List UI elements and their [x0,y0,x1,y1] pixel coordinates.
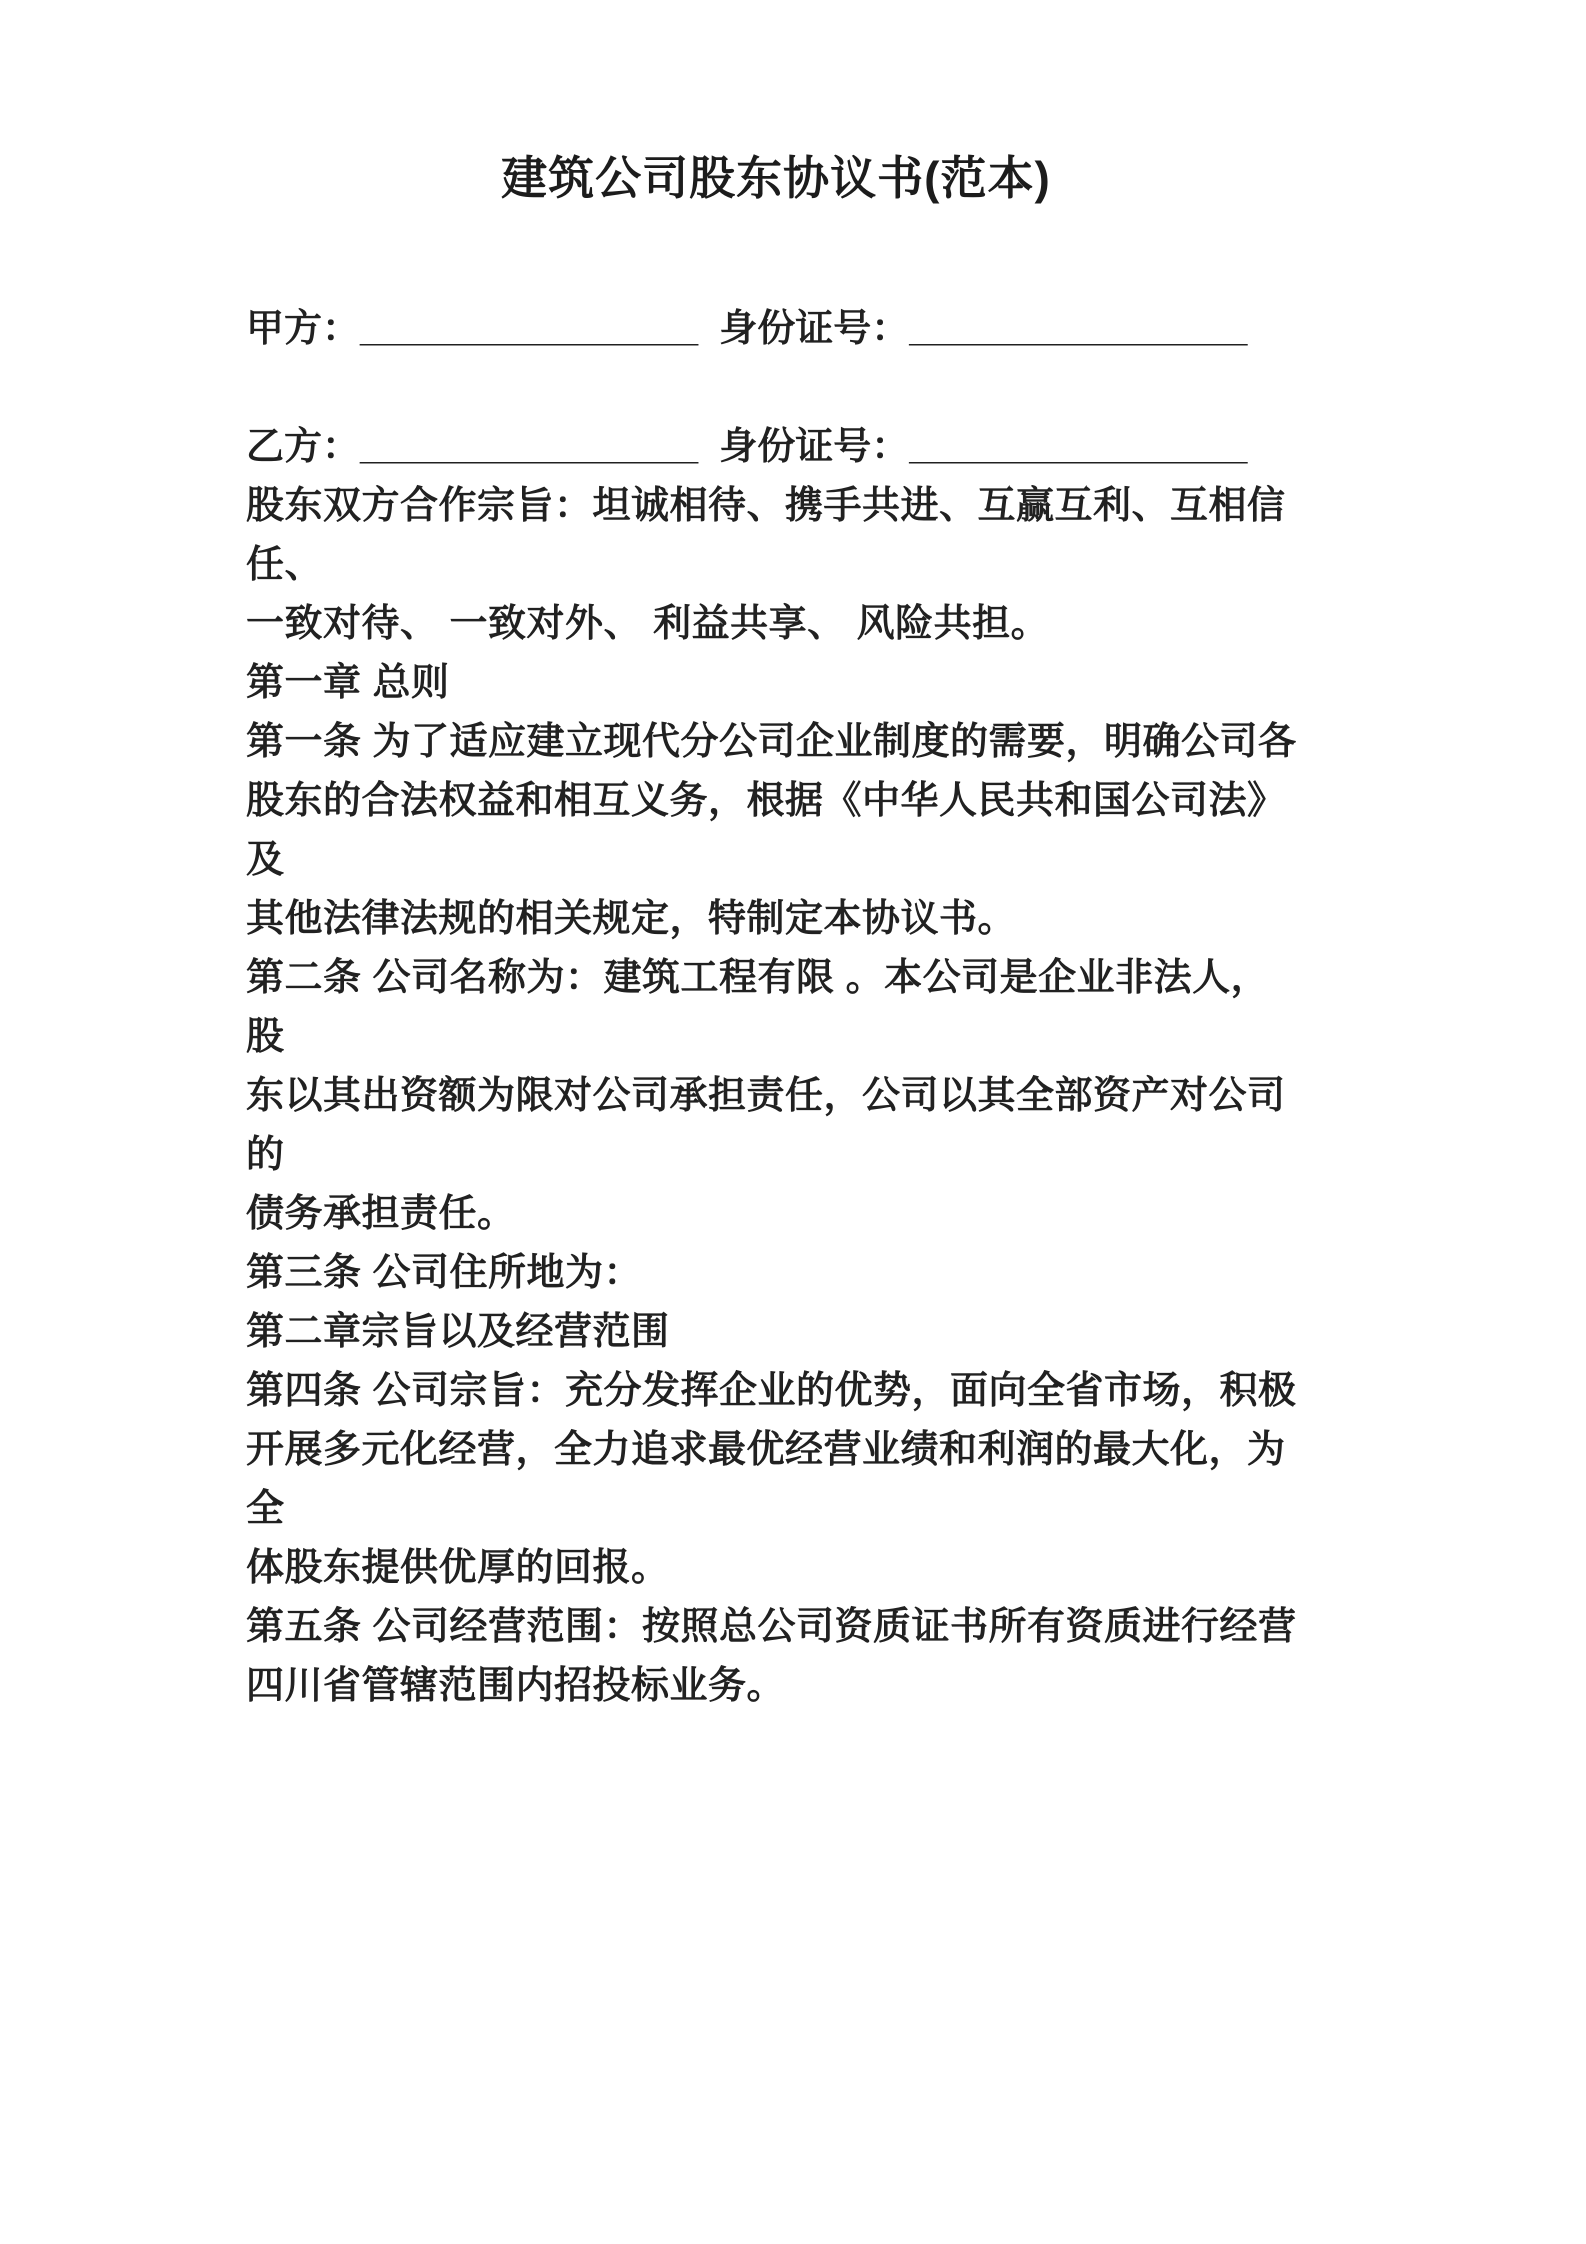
article-1-line-3: 其他法律法规的相关规定，特制定本协议书。 [246,898,1017,940]
article-1-line-2: 股东的合法权益和相互义务，根据《中华人民共和国公司法》及 [246,780,1286,881]
document-title: 建筑公司股东协议书(范本) [501,152,1051,204]
article-2-line-2: 东以其出资额为限对公司承担责任，公司以其全部资产对公司的 [246,1075,1286,1176]
document-body [246,300,1306,1716]
party-b-line: 乙方：________________ 身份证号：________________ [246,426,1248,468]
cooperation-purpose-line-2: 一致对待、 一致对外、 利益共享、 风险共担。 [246,603,1050,645]
article-4-line-2: 开展多元化经营，全力追求最优经营业绩和利润的最大化，为全 [246,1429,1286,1530]
cooperation-purpose-line-1: 股东双方合作宗旨：坦诚相待、携手共进、互赢互利、互相信任、 [246,485,1286,586]
article-4-line-3: 体股东提供优厚的回报。 [246,1547,670,1589]
article-4-line-1: 第四条 公司宗旨：充分发挥企业的优势，面向全省市场，积极 [246,1370,1297,1412]
article-2-line-1: 第二条 公司名称为：建筑工程有限 。本公司是企业非法人，股 [246,957,1270,1058]
party-a-line: 甲方：________________ 身份证号：________________ [246,308,1248,350]
article-5-line-2: 四川省管辖范围内招投标业务。 [246,1665,786,1707]
article-3-line: 第三条 公司住所地为： [246,1252,643,1294]
chapter-2-heading: 第二章宗旨以及经营范围 [246,1311,670,1353]
article-1-line-1: 第一条 为了适应建立现代分公司企业制度的需要，明确公司各 [246,721,1297,763]
chapter-1-heading: 第一章 总则 [246,662,450,704]
article-2-line-3: 债务承担责任。 [246,1193,516,1235]
article-5-line-1: 第五条 公司经营范围：按照总公司资质证书所有资质进行经营 [246,1606,1297,1648]
